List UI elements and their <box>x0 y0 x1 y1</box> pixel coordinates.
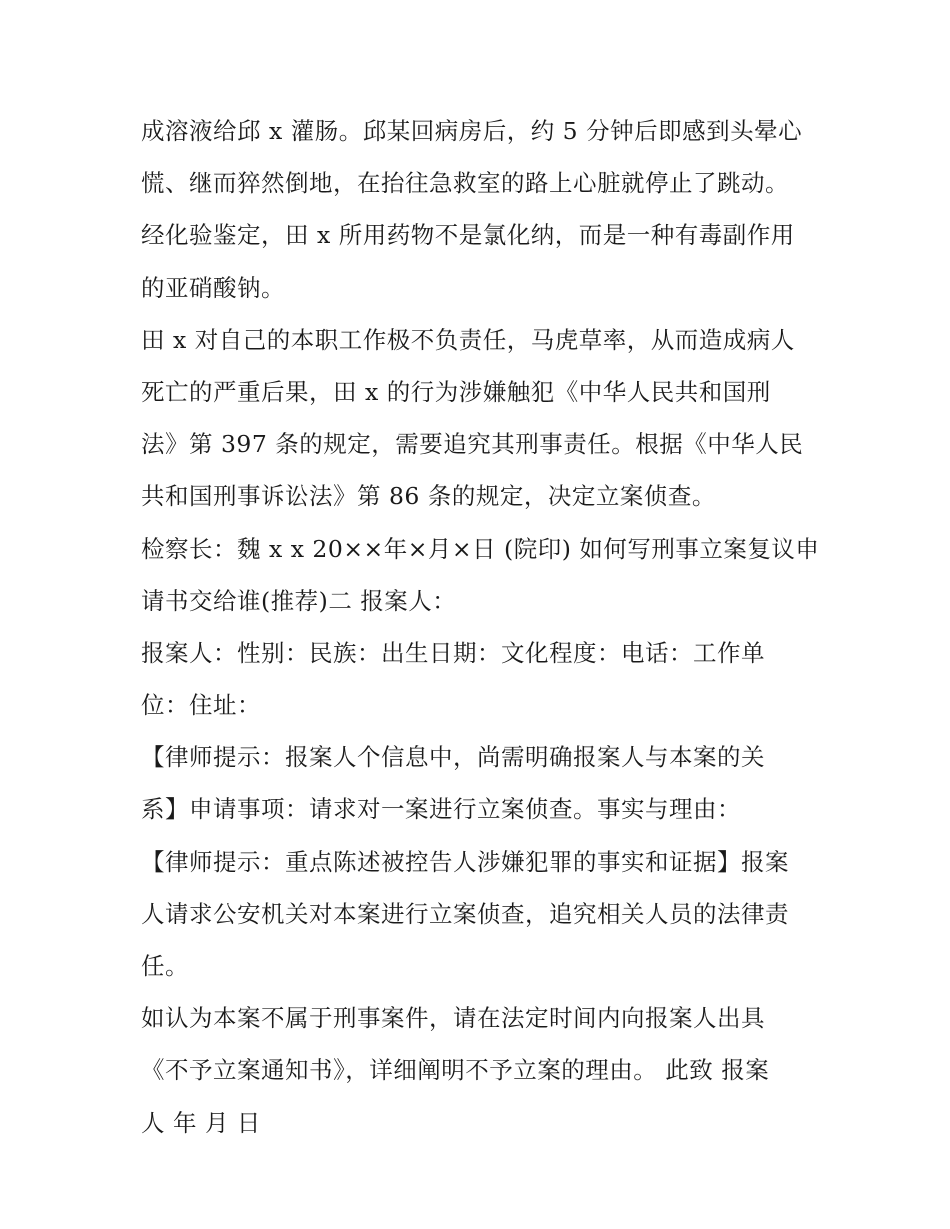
text-line: 成溶液给邱 x 灌肠。邱某回病房后，约 5 分钟后即感到头晕心 <box>141 117 803 145</box>
text-line: 人请求公安机关对本案进行立案侦查，追究相关人员的法律责 <box>141 899 789 928</box>
document-body <box>141 105 821 1149</box>
text-line: 慌、继而猝然倒地，在抬往急救室的路上心脏就停止了跳动。 <box>141 169 789 198</box>
text-line: 共和国刑事诉讼法》第 86 条的规定，决定立案侦查。 <box>141 482 716 511</box>
text-line: 的亚硝酸钠。 <box>141 273 285 302</box>
text-line: 《不予立案通知书》，详细阐明不予立案的理由。 此致 报案 <box>141 1056 770 1085</box>
text-line: 报案人：性别：民族：出生日期：文化程度：电话：工作单 <box>141 638 765 667</box>
text-line: 检察长：魏 x x 20××年×月×日 (院印) 如何写刑事立案复议申 <box>141 534 820 563</box>
text-line: 死亡的严重后果，田 x 的行为涉嫌触犯《中华人民共和国刑 <box>141 377 771 406</box>
text-line: 法》第 397 条的规定，需要追究其刑事责任。根据《中华人民 <box>141 430 804 459</box>
text-line: 请书交给谁(推荐)二 报案人： <box>141 586 457 615</box>
text-line: 系】申请事项：请求对一案进行立案侦查。事实与理由： <box>141 795 741 824</box>
text-line: 人 年 月 日 <box>141 1108 261 1137</box>
text-line: 如认为本案不属于刑事案件，请在法定时间内向报案人出具 <box>141 1004 765 1033</box>
text-line: 经化验鉴定，田 x 所用药物不是氯化纳，而是一种有毒副作用 <box>141 221 795 250</box>
text-line: 位：住址： <box>141 691 261 720</box>
text-line: 任。 <box>141 952 189 980</box>
text-line: 田 x 对自己的本职工作极不负责任，马虎草率，从而造成病人 <box>141 325 795 354</box>
text-line: 【律师提示：报案人个信息中，尚需明确报案人与本案的关 <box>141 743 765 772</box>
text-line: 【律师提示：重点陈述被控告人涉嫌犯罪的事实和证据】报案 <box>141 847 789 876</box>
